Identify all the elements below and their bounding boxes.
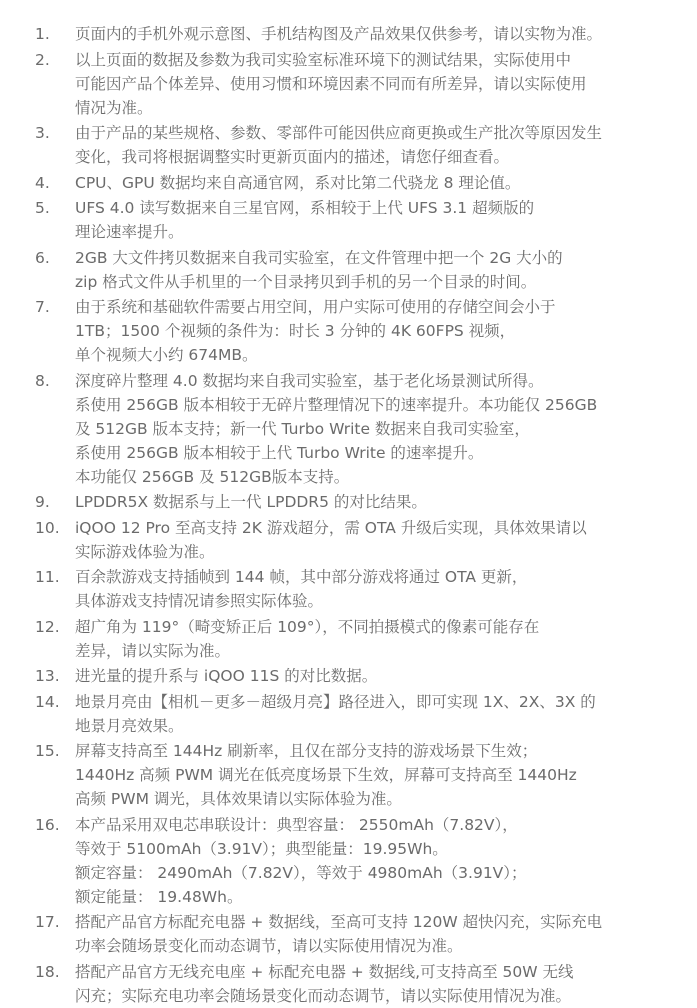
note-line: CPU、GPU 数据均来自高通官网，系对比第二代骁龙 8 理论值。 [75, 174, 521, 192]
note-number: 7. [35, 298, 50, 316]
note-text [75, 690, 697, 738]
note-text [75, 516, 697, 564]
note-line: 系使用 256GB 版本相较于上代 Turbo Write 的速率提升。 [75, 444, 484, 462]
note-item [0, 516, 697, 564]
note-line: UFS 4.0 读写数据来自三星官网，系相较于上代 UFS 3.1 超频版的 [75, 199, 535, 217]
note-line: 超广角为 119°（畸变矫正后 109°），不同拍摄模式的像素可能存在 [75, 618, 540, 636]
note-number: 8. [35, 372, 50, 390]
note-item [0, 960, 697, 1008]
note-item [0, 196, 697, 244]
note-number: 3. [35, 124, 50, 142]
note-text [75, 490, 697, 514]
note-item [0, 171, 697, 195]
note-line: 闪充；实际充电功率会随场景变化而动态调节，请以实际使用情况为准。 [75, 987, 572, 1005]
note-line: 理论速率提升。 [75, 223, 184, 241]
note-text [75, 196, 697, 244]
note-line: 页面内的手机外观示意图、手机结构图及产品效果仅供参考，请以实物为准。 [75, 25, 603, 43]
note-text [75, 171, 697, 195]
note-line: 具体游戏支持情况请参照实际体验。 [75, 592, 324, 610]
note-number: 6. [35, 249, 50, 267]
note-text [75, 369, 697, 489]
note-line: 搭配产品官方无线充电座 + 标配充电器 + 数据线,可支持高至 50W 无线 [75, 963, 574, 981]
note-item [0, 910, 697, 958]
note-text [75, 664, 697, 688]
note-text [75, 960, 697, 1008]
note-line: LPDDR5X 数据系与上一代 LPDDR5 的对比结果。 [75, 493, 427, 511]
note-number: 5. [35, 199, 50, 217]
note-item [0, 246, 697, 294]
note-item [0, 664, 697, 688]
note-text [75, 295, 697, 367]
note-item [0, 739, 697, 811]
note-line: 实际游戏体验为准。 [75, 543, 215, 561]
note-line: 等效于 5100mAh（3.91V）；典型能量：19.95Wh。 [75, 840, 448, 858]
note-line: 可能因产品个体差异、使用习惯和环境因素不同而有所差异，请以实际使用 [75, 75, 587, 93]
note-line: iQOO 12 Pro 至高支持 2K 游戏超分，需 OTA 升级后实现，具体效果请以 [75, 519, 587, 537]
note-text [75, 22, 697, 46]
note-item [0, 295, 697, 367]
note-number: 14. [35, 693, 60, 711]
note-number: 10. [35, 519, 60, 537]
note-line: 本功能仅 256GB 及 512GB版本支持。 [75, 468, 350, 486]
note-number: 16. [35, 816, 60, 834]
note-line: 1440Hz 高频 PWM 调光在低亮度场景下生效，屏幕可支持高至 1440Hz [75, 766, 577, 784]
note-number: 17. [35, 913, 60, 931]
note-line: zip 格式文件从手机里的一个目录拷贝到手机的另一个目录的时间。 [75, 273, 537, 291]
note-line: 变化，我司将根据调整实时更新页面内的描述，请您仔细查看。 [75, 148, 510, 166]
note-item [0, 22, 697, 46]
note-line: 差异，请以实际为准。 [75, 642, 231, 660]
note-line: 由于产品的某些规格、参数、零部件可能因供应商更换或生产批次等原因发生 [75, 124, 603, 142]
note-item [0, 690, 697, 738]
note-line: 高频 PWM 调光，具体效果请以实际体验为准。 [75, 790, 402, 808]
note-text [75, 813, 697, 909]
note-line: 屏幕支持高至 144Hz 刷新率，且仅在部分支持的游戏场景下生效； [75, 742, 538, 760]
note-line: 深度碎片整理 4.0 数据均来自我司实验室，基于老化场景测试所得。 [75, 372, 544, 390]
note-number: 12. [35, 618, 60, 636]
note-line: 地景月亮由【相机－更多－超级月亮】路径进入，即可实现 1X、2X、3X 的 [75, 693, 596, 711]
note-line: 情况为准。 [75, 99, 153, 117]
note-line: 百余款游戏支持插帧到 144 帧，其中部分游戏将通过 OTA 更新， [75, 568, 528, 586]
note-number: 9. [35, 493, 50, 511]
note-number: 2. [35, 51, 50, 69]
note-text [75, 246, 697, 294]
note-line: 地景月亮效果。 [75, 717, 184, 735]
note-item [0, 369, 697, 489]
note-line: 功率会随场景变化而动态调节，请以实际使用情况为准。 [75, 937, 463, 955]
note-number: 11. [35, 568, 60, 586]
note-item [0, 48, 697, 120]
note-line: 单个视频大小约 674MB。 [75, 346, 258, 364]
note-line: 2GB 大文件拷贝数据来自我司实验室，在文件管理中把一个 2G 大小的 [75, 249, 563, 267]
note-line: 额定能量： 19.48Wh。 [75, 888, 243, 906]
note-line: 本产品采用双电芯串联设计：典型容量： 2550mAh（7.82V）， [75, 816, 518, 834]
note-item [0, 615, 697, 663]
note-text [75, 565, 697, 613]
note-number: 18. [35, 963, 60, 981]
note-line: 搭配产品官方标配充电器 + 数据线，至高可支持 120W 超快闪充，实际充电 [75, 913, 603, 931]
note-text [75, 615, 697, 663]
note-line: 及 512GB 版本支持；新一代 Turbo Write 数据来自我司实验室， [75, 420, 530, 438]
note-number: 1. [35, 25, 50, 43]
note-item [0, 813, 697, 909]
note-line: 系使用 256GB 版本相较于无碎片整理情况下的速率提升。本功能仅 256GB [75, 396, 598, 414]
note-number: 4. [35, 174, 50, 192]
note-item [0, 565, 697, 613]
note-text [75, 48, 697, 120]
note-item [0, 490, 697, 514]
note-number: 13. [35, 667, 60, 685]
note-number: 15. [35, 742, 60, 760]
note-line: 进光量的提升系与 iQOO 11S 的对比数据。 [75, 667, 378, 685]
note-text [75, 121, 697, 169]
note-text [75, 739, 697, 811]
note-line: 额定容量： 2490mAh（7.82V），等效于 4980mAh（3.91V）； [75, 864, 527, 882]
note-text [75, 910, 697, 958]
note-line: 由于系统和基础软件需要占用空间，用户实际可使用的存储空间会小于 [75, 298, 556, 316]
note-line: 以上页面的数据及参数为我司实验室标准环境下的测试结果，实际使用中 [75, 51, 572, 69]
note-item [0, 121, 697, 169]
note-line: 1TB；1500 个视频的条件为：时长 3 分钟的 4K 60FPS 视频， [75, 322, 516, 340]
